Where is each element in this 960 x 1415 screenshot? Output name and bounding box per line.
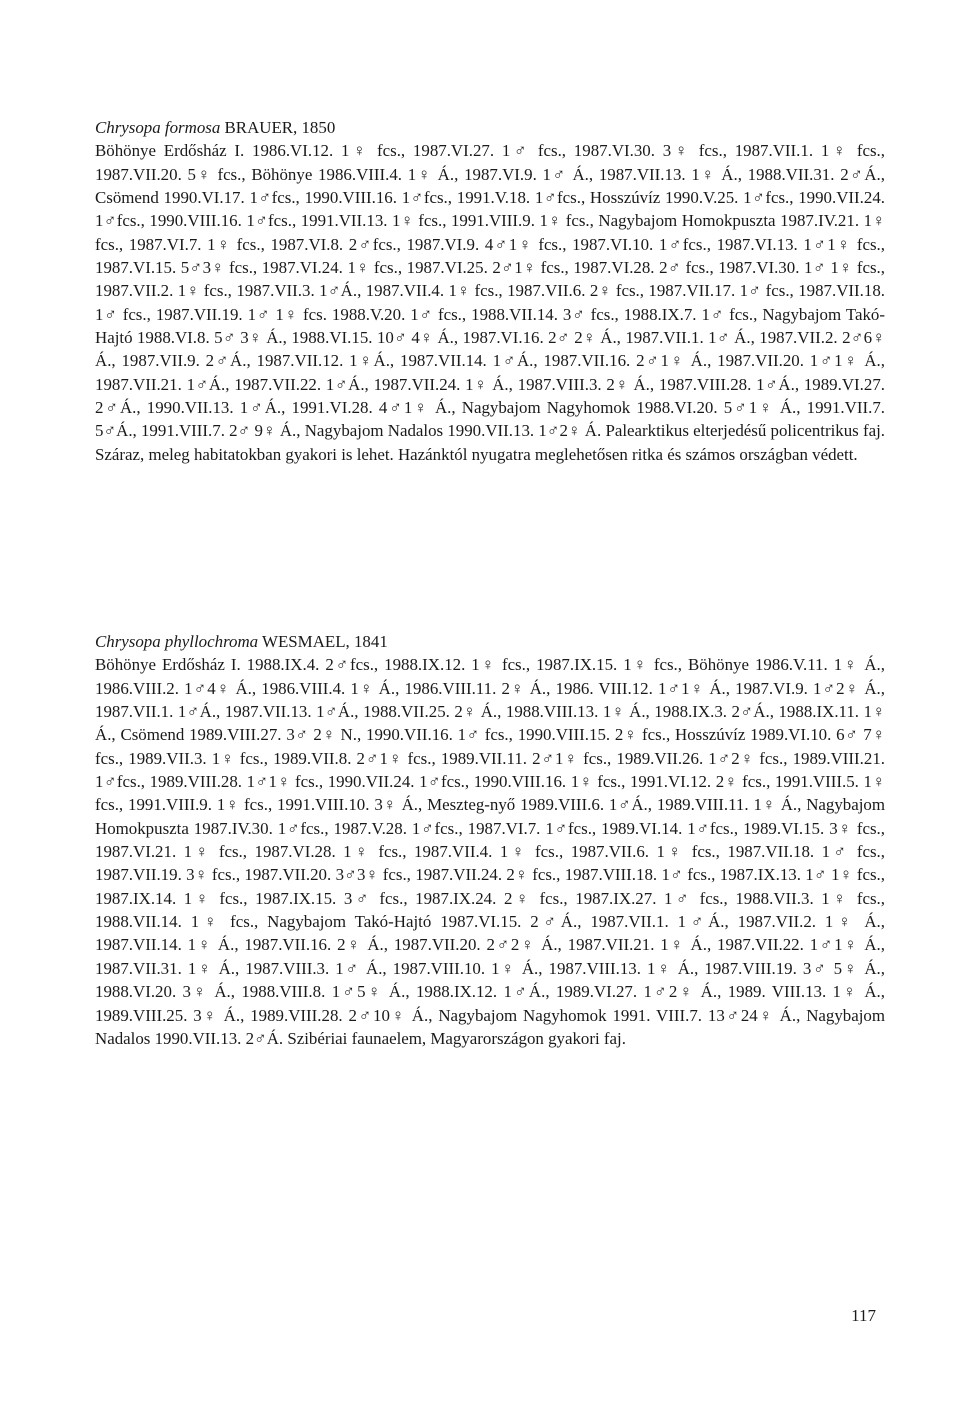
species-name: Chrysopa formosa xyxy=(95,118,221,137)
species-heading xyxy=(95,630,885,653)
page-number: 117 xyxy=(851,1306,876,1325)
species-records: Böhönye Erdősház I. 1986.VI.12. 1♀ fcs., 1987.VI.27. 1♂ fcs., 1987.VI.30. 3♀ fcs., 1987.VII.1. 1♀ fcs., 1987.VII.20. 5♀ fcs., Böhönye 1986.VIII.4. 1♀ Á., 1987.VI.9. 1♂ Á., 1987.VII.13. 1♀ Á., 1988.VII.31. 2♂Á., Csömend 1990.VI.17. 1♂fcs., 1990.VIII.16. 1♂fcs., 1991.V.18. 1♂fcs., Hosszúvíz 1990.V.25. 1♂fcs., 1990.VII.24. 1♂fcs., 1990.VIII.16. 1♂fcs., 1991.VII.13. 1♀ fcs., 1991.VIII.9. 1♀ fcs., Nagybajom Homokpuszta 1987.IV.21. 1♀ fcs., 1987.VI.7. 1♀ fcs., 1987.VI.8. 2♂fcs., 1987.VI.9. 4♂1♀ fcs., 1987.VI.10. 1♂fcs., 1987.VI.13. 1♂1♀ fcs., 1987.VI.15. 5♂3♀ fcs., 1987.VI.24. 1♀ fcs., 1987.VI.25. 2♂1♀ fcs., 1987.VI.28. 2♂ fcs., 1987.VI.30. 1♂ 1♀ fcs., 1987.VII.2. 1♀ fcs., 1987.VII.3. 1♂Á., 1987.VII.4. 1♀ fcs., 1987.VII.6. 2♀ fcs., 1987.VII.17. 1♂ fcs., 1987.VII.18. 1♂ fcs., 1987.VII.19. 1♂ 1♀ fcs. 1988.V.20. 1♂ fcs., 1988.VII.14. 3♂ fcs., 1988.IX.7. 1♂ fcs., Nagybajom Takó-Hajtó 1988.VI.8. 5♂ 3♀ Á., 1988.VI.15. 10♂ 4♀ Á., 1987.VI.16. 2♂ 2♀ Á., 1987.VII.1. 1♂ Á., 1987.VII.2. 2♂6♀ Á., 1987.VII.9. 2♂Á., 1987.VII.12. 1♀Á., 1987.VII.14. 1♂Á., 1987.VII.16. 2♂1♀ Á., 1987.VII.20. 1♂1♀ Á., 1987.VII.21. 1♂Á., 1987.VII.22. 1♂Á., 1987.VII.24. 1♀ Á., 1987.VIII.3. 2♀ Á., 1987.VIII.28. 1♂Á., 1989.VI.27. 2♂Á., 1990.VII.13. 1♂Á., 1991.VI.28. 4♂1♀ Á., Nagybajom Nagyhomok 1988.VI.20. 5♂1♀ Á., 1991.VII.7. 5♂Á., 1991.VIII.7. 2♂ 9♀ Á., Nagybajom Nadalos 1990.VII.13. 1♂2♀ Á. Palearktikus elterjedésű policentrikus faj. Száraz, meleg habitatokban gyakori is lehet. Hazánktól nyugatra meglehetősen ritka és számos országban védett. xyxy=(95,141,885,464)
species-heading xyxy=(95,116,885,139)
species-authority: BRAUER, 1850 xyxy=(224,118,336,137)
species-entry-chrysopa-formosa xyxy=(95,116,885,466)
species-records: Böhönye Erdősház I. 1988.IX.4. 2♂fcs., 1988.IX.12. 1♀ fcs., 1987.IX.15. 1♀ fcs., Böhönye 1986.V.11. 1♀ Á., 1986.VIII.2. 1♂4♀ Á., 1986.VIII.4. 1♀ Á., 1986.VIII.11. 2♀ Á., 1986. VIII.12. 1♂1♀ Á., 1987.VI.9. 1♂2♀ Á., 1987.VII.1. 1♂Á., 1987.VII.13. 1♂Á., 1988.VII.25. 2♀ Á., 1988.VIII.13. 1♀ Á., 1988.IX.3. 2♂Á., 1988.IX.11. 1♀ Á., Csömend 1989.VIII.27. 3♂ 2♀ N., 1990.VII.16. 1♂ fcs., 1990.VIII.15. 2♀ fcs., Hosszúvíz 1989.VI.10. 6♂ 7♀ fcs., 1989.VII.3. 1♀ fcs., 1989.VII.8. 2♂1♀ fcs., 1989.VII.11. 2♂1♀ fcs., 1989.VII.26. 1♂2♀ fcs., 1989.VIII.21. 1♂fcs., 1989.VIII.28. 1♂1♀ fcs., 1990.VII.24. 1♂fcs., 1990.VIII.16. 1♀ fcs., 1991.VI.12. 2♀ fcs., 1991.VIII.5. 1♀ fcs., 1991.VIII.9. 1♀ fcs., 1991.VIII.10. 3♀ Á., Meszteg-nyő 1989.VIII.6. 1♂Á., 1989.VIII.11. 1♀ Á., Nagybajom Homokpuszta 1987.IV.30. 1♂fcs., 1987.V.28. 1♂fcs., 1987.VI.7. 1♂fcs., 1989.VI.14. 1♂fcs., 1989.VI.15. 3♀ fcs., 1987.VI.21. 1♀ fcs., 1987.VI.28. 1♀ fcs., 1987.VII.4. 1♀ fcs., 1987.VII.6. 1♀ fcs., 1987.VII.18. 1♂ fcs., 1987.VII.19. 3♀ fcs., 1987.VII.20. 3♂3♀ fcs., 1987.VII.24. 2♀ fcs., 1987.VIII.18. 1♂ fcs., 1987.IX.13. 1♂ 1♀ fcs., 1987.IX.14. 1♀ fcs., 1987.IX.15. 3♂ fcs., 1987.IX.24. 2♀ fcs., 1987.IX.27. 1♂ fcs., 1988.VII.3. 1♀ fcs., 1988.VII.14. 1♀ fcs., Nagybajom Takó-Hajtó 1987.VI.15. 2♂Á., 1987.VII.1. 1♂Á., 1987.VII.2. 1♀ Á., 1987.VII.14. 1♀ Á., 1987.VII.16. 2♀ Á., 1987.VII.20. 2♂2♀ Á., 1987.VII.21. 1♀ Á., 1987.VII.22. 1♂1♀ Á., 1987.VII.31. 1♀ Á., 1987.VIII.3. 1♂ Á., 1987.VIII.10. 1♀ Á., 1987.VIII.13. 1♀ Á., 1987.VIII.19. 3♂ 5♀ Á., 1988.VI.20. 3♀ Á., 1988.VIII.8. 1♂5♀ Á., 1988.IX.12. 1♂Á., 1989.VI.27. 1♂2♀ Á., 1989. VIII.13. 1♀ Á., 1989.VIII.25. 3♀ Á., 1989.VIII.28. 2♂10♀ Á., Nagybajom Nagyhomok 1991. VIII.7. 13♂24♀ Á., Nagybajom Nadalos 1990.VII.13. 2♂Á. Szibériai faunaelem, Magyarországon gyakori faj. xyxy=(95,655,885,1048)
species-entry-chrysopa-phyllochroma xyxy=(95,630,885,1050)
species-authority: WESMAEL, 1841 xyxy=(262,632,388,651)
species-name: Chrysopa phyllochroma xyxy=(95,632,259,651)
